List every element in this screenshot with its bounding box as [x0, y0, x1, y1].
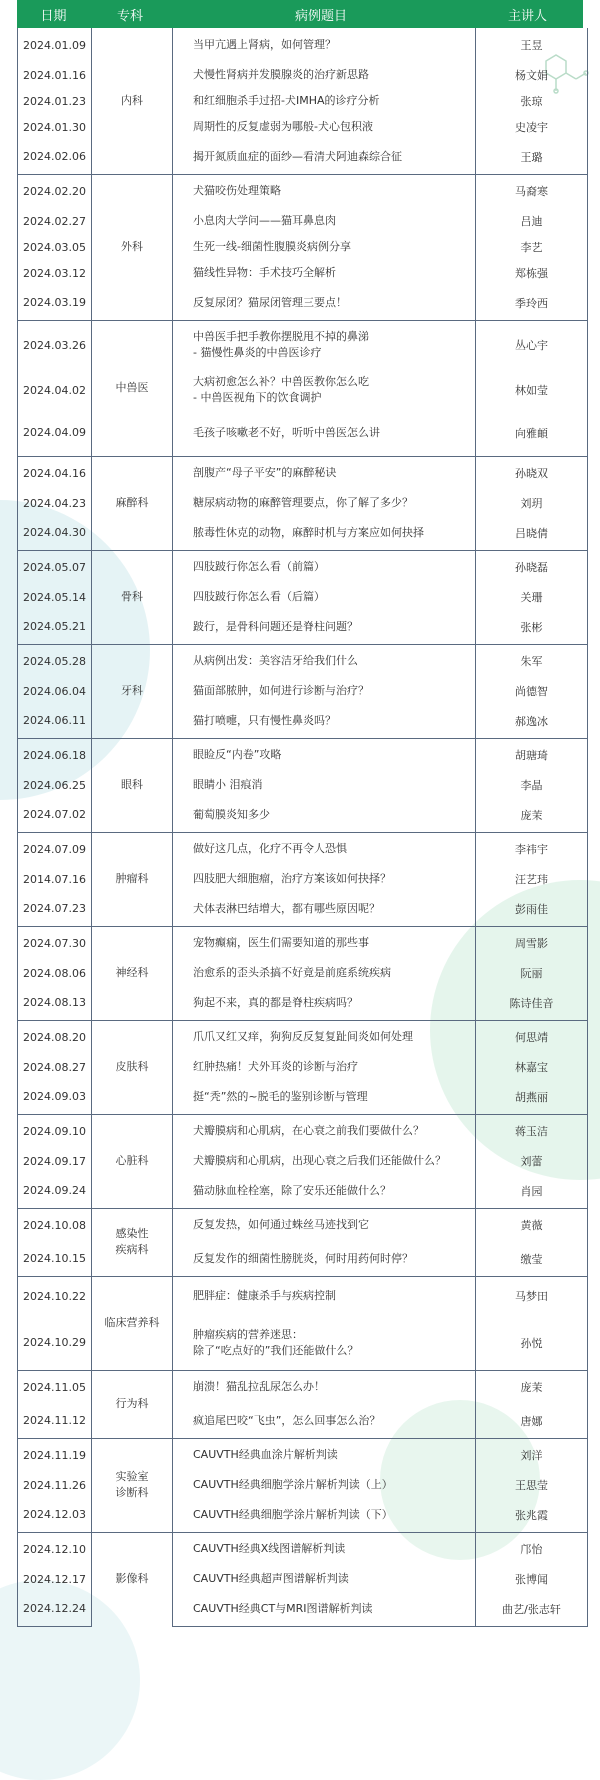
date-cell: 2024.04.09	[18, 410, 92, 456]
date-cell: 2024.01.30	[18, 114, 92, 140]
header-dept: 专科	[116, 8, 143, 24]
department-cell: 行为科	[92, 1370, 173, 1438]
date-cell: 2024.07.23	[18, 892, 92, 926]
speaker-cell: 林如莹	[476, 370, 588, 410]
case-title-cell: 生死一线-细菌性腹膜炎病例分享	[173, 234, 476, 260]
date-cell: 2024.12.17	[18, 1566, 92, 1592]
speaker-cell: 林嘉宝	[476, 1054, 588, 1080]
date-cell: 2024.09.03	[18, 1080, 92, 1114]
speaker-cell: 郝逸冰	[476, 704, 588, 738]
department-cell: 中兽医	[92, 320, 173, 456]
table-row	[18, 1114, 588, 1148]
date-cell: 2024.11.19	[18, 1438, 92, 1472]
date-cell: 2024.12.24	[18, 1592, 92, 1626]
date-cell: 2024.08.27	[18, 1054, 92, 1080]
date-cell: 2024.09.24	[18, 1174, 92, 1208]
speaker-cell: 张博闻	[476, 1566, 588, 1592]
speaker-cell: 马裔寒	[476, 174, 588, 208]
department-cell: 外科	[92, 174, 173, 320]
date-cell: 2024.07.30	[18, 926, 92, 960]
date-cell: 2024.11.05	[18, 1370, 92, 1404]
date-cell: 2024.04.23	[18, 490, 92, 516]
date-cell: 2024.02.06	[18, 140, 92, 174]
case-title-cell: 犬瓣膜病和心肌病，在心衰之前我们要做什么？	[173, 1114, 476, 1148]
table-row	[18, 1276, 588, 1316]
speaker-cell: 汪艺玮	[476, 866, 588, 892]
date-cell: 2024.08.13	[18, 986, 92, 1020]
speaker-cell: 邝怡	[476, 1532, 588, 1566]
case-title-cell: 和红细胞杀手过招-犬IMHA的诊疗分析	[173, 88, 476, 114]
case-title-cell: 中兽医手把手教你摆脱甩不掉的鼻涕 - 猫慢性鼻炎的中兽医诊疗	[173, 320, 476, 370]
case-title-cell: 挺“秃”然的~脱毛的鉴别诊断与管理	[173, 1080, 476, 1114]
date-cell: 2024.07.02	[18, 798, 92, 832]
date-cell: 2024.10.08	[18, 1208, 92, 1242]
case-title-cell: 毛孩子咳嗽老不好，听听中兽医怎么讲	[173, 410, 476, 456]
date-cell: 2024.10.29	[18, 1316, 92, 1370]
speaker-cell: 孙晓双	[476, 456, 588, 490]
table-row	[18, 644, 588, 678]
case-title-cell: 肿瘤疾病的营养迷思： 除了“吃点好的”我们还能做什么？	[173, 1316, 476, 1370]
speaker-cell: 孙悦	[476, 1316, 588, 1370]
date-cell: 2024.01.16	[18, 62, 92, 88]
table-row	[18, 1532, 588, 1566]
date-cell: 2024.11.12	[18, 1404, 92, 1438]
department-cell: 内科	[92, 28, 173, 174]
case-title-cell: 反复尿闭？猫尿闭管理三要点！	[173, 286, 476, 320]
speaker-cell: 李祎宇	[476, 832, 588, 866]
speaker-cell: 关珊	[476, 584, 588, 610]
case-title-cell: CAUVTH经典细胞学涂片解析判读（下）	[173, 1498, 476, 1532]
case-title-cell: 四肢肥大细胞瘤，治疗方案该如何抉择？	[173, 866, 476, 892]
table-row	[18, 28, 588, 62]
case-title-cell: 跛行，是骨科问题还是脊柱问题？	[173, 610, 476, 644]
speaker-cell: 李晶	[476, 772, 588, 798]
case-title-cell: 小息肉大学问——猫耳鼻息肉	[173, 208, 476, 234]
date-cell: 2024.01.23	[18, 88, 92, 114]
department-cell: 感染性 疾病科	[92, 1208, 173, 1276]
case-title-cell: 葡萄膜炎知多少	[173, 798, 476, 832]
date-cell: 2024.04.02	[18, 370, 92, 410]
case-title-cell: 崩溃！猫乱拉乱尿怎么办！	[173, 1370, 476, 1404]
case-title-cell: 眼睑反“内卷”攻略	[173, 738, 476, 772]
case-title-cell: 揭开氮质血症的面纱—看清犬阿迪森综合征	[173, 140, 476, 174]
speaker-cell: 吕晓倩	[476, 516, 588, 550]
case-title-cell: 大病初愈怎么补？中兽医教你怎么吃 - 中兽医视角下的饮食调护	[173, 370, 476, 410]
date-cell: 2024.12.03	[18, 1498, 92, 1532]
department-cell: 皮肤科	[92, 1020, 173, 1114]
speaker-cell: 杨文娟	[476, 62, 588, 88]
table-row	[18, 1208, 588, 1242]
date-cell: 2024.06.04	[18, 678, 92, 704]
table-row	[18, 926, 588, 960]
speaker-cell: 阮丽	[476, 960, 588, 986]
date-cell: 2024.03.05	[18, 234, 92, 260]
speaker-cell: 庞茉	[476, 798, 588, 832]
case-title-cell: CAUVTH经典血涂片解析判读	[173, 1438, 476, 1472]
schedule-table	[17, 28, 588, 1627]
table-row	[18, 738, 588, 772]
header-speaker: 主讲人	[507, 8, 547, 24]
speaker-cell: 肖园	[476, 1174, 588, 1208]
case-title-cell: 当甲亢遇上肾病，如何管理？	[173, 28, 476, 62]
case-title-cell: 从病例出发：美容洁牙给我们什么	[173, 644, 476, 678]
case-title-cell: 猫面部脓肿，如何进行诊断与治疗？	[173, 678, 476, 704]
speaker-cell: 蒋玉洁	[476, 1114, 588, 1148]
date-cell: 2024.02.27	[18, 208, 92, 234]
speaker-cell: 李艺	[476, 234, 588, 260]
case-title-cell: 犬慢性肾病并发膜腺炎的治疗新思路	[173, 62, 476, 88]
date-cell: 2024.05.21	[18, 610, 92, 644]
date-cell: 2014.07.16	[18, 866, 92, 892]
case-title-cell: 猫动脉血栓栓塞，除了安乐还能做什么？	[173, 1174, 476, 1208]
date-cell: 2024.06.25	[18, 772, 92, 798]
table-row	[18, 174, 588, 208]
header-date: 日期	[40, 8, 67, 24]
case-title-cell: 治愈系的歪头杀搞不好竟是前庭系统疾病	[173, 960, 476, 986]
case-title-cell: 宠物癫痫，医生们需要知道的那些事	[173, 926, 476, 960]
case-title-cell: 狗起不来，真的都是脊柱疾病吗？	[173, 986, 476, 1020]
date-cell: 2024.09.17	[18, 1148, 92, 1174]
table-row	[18, 1020, 588, 1054]
case-title-cell: 周期性的反复虚弱为哪般-犬心包积液	[173, 114, 476, 140]
case-title-cell: 猫线性异物：手术技巧全解析	[173, 260, 476, 286]
speaker-cell: 季玲西	[476, 286, 588, 320]
date-cell: 2024.11.26	[18, 1472, 92, 1498]
speaker-cell: 唐娜	[476, 1404, 588, 1438]
date-cell: 2024.05.14	[18, 584, 92, 610]
speaker-cell: 郑栋强	[476, 260, 588, 286]
speaker-cell: 尚德智	[476, 678, 588, 704]
case-title-cell: 做好这几点，化疗不再令人恐惧	[173, 832, 476, 866]
speaker-cell: 刘玥	[476, 490, 588, 516]
speaker-cell: 吕迪	[476, 208, 588, 234]
date-cell: 2024.03.19	[18, 286, 92, 320]
case-title-cell: 剖腹产“母子平安”的麻醉秘诀	[173, 456, 476, 490]
speaker-cell: 曲艺/张志轩	[476, 1592, 588, 1626]
speaker-cell: 丛心宇	[476, 320, 588, 370]
department-cell: 影像科	[92, 1532, 173, 1626]
case-title-cell: 犬猫咬伤处理策略	[173, 174, 476, 208]
table-row	[18, 456, 588, 490]
case-title-cell: 疯追尾巴咬“飞虫”，怎么回事怎么治？	[173, 1404, 476, 1438]
department-cell: 骨科	[92, 550, 173, 644]
case-title-cell: CAUVTH经典CT与MRI图谱解析判读	[173, 1592, 476, 1626]
date-cell: 2024.05.28	[18, 644, 92, 678]
date-cell: 2024.09.10	[18, 1114, 92, 1148]
speaker-cell: 胡燕丽	[476, 1080, 588, 1114]
date-cell: 2024.04.30	[18, 516, 92, 550]
date-cell: 2024.10.22	[18, 1276, 92, 1316]
department-cell: 肿瘤科	[92, 832, 173, 926]
table-header	[17, 0, 583, 28]
speaker-cell: 缴莹	[476, 1242, 588, 1276]
date-cell: 2024.03.12	[18, 260, 92, 286]
table-row	[18, 1370, 588, 1404]
case-title-cell: 反复发热，如何通过蛛丝马迹找到它	[173, 1208, 476, 1242]
speaker-cell: 孙晓磊	[476, 550, 588, 584]
speaker-cell: 刘蕾	[476, 1148, 588, 1174]
date-cell: 2024.04.16	[18, 456, 92, 490]
case-title-cell: CAUVTH经典超声图谱解析判读	[173, 1566, 476, 1592]
speaker-cell: 马梦田	[476, 1276, 588, 1316]
speaker-cell: 周雪影	[476, 926, 588, 960]
case-title-cell: 四肢跛行你怎么看（前篇）	[173, 550, 476, 584]
case-title-cell: 糖尿病动物的麻醉管理要点，你了解了多少？	[173, 490, 476, 516]
case-title-cell: 犬瓣膜病和心肌病，出现心衰之后我们还能做什么？	[173, 1148, 476, 1174]
case-title-cell: 红肿热痛！犬外耳炎的诊断与治疗	[173, 1054, 476, 1080]
department-cell: 牙科	[92, 644, 173, 738]
speaker-cell: 胡瑭琦	[476, 738, 588, 772]
speaker-cell: 王璐	[476, 140, 588, 174]
department-cell: 眼科	[92, 738, 173, 832]
case-title-cell: 猫打喷嚏，只有慢性鼻炎吗？	[173, 704, 476, 738]
date-cell: 2024.08.06	[18, 960, 92, 986]
speaker-cell: 朱军	[476, 644, 588, 678]
table-row	[18, 832, 588, 866]
speaker-cell: 王昱	[476, 28, 588, 62]
speaker-cell: 何思靖	[476, 1020, 588, 1054]
department-cell: 临床营养科	[92, 1276, 173, 1370]
date-cell: 2024.10.15	[18, 1242, 92, 1276]
department-cell: 实验室 诊断科	[92, 1438, 173, 1532]
speaker-cell: 张彬	[476, 610, 588, 644]
date-cell: 2024.06.18	[18, 738, 92, 772]
speaker-cell: 刘洋	[476, 1438, 588, 1472]
speaker-cell: 庞茉	[476, 1370, 588, 1404]
date-cell: 2024.06.11	[18, 704, 92, 738]
case-title-cell: 脓毒性休克的动物，麻醉时机与方案应如何抉择	[173, 516, 476, 550]
speaker-cell: 张兆霞	[476, 1498, 588, 1532]
date-cell: 2024.02.20	[18, 174, 92, 208]
table-row	[18, 1438, 588, 1472]
date-cell: 2024.12.10	[18, 1532, 92, 1566]
case-title-cell: 反复发作的细菌性膀胱炎，何时用药何时停？	[173, 1242, 476, 1276]
case-title-cell: CAUVTH经典细胞学涂片解析判读（上）	[173, 1472, 476, 1498]
case-title-cell: 四肢跛行你怎么看（后篇）	[173, 584, 476, 610]
date-cell: 2024.07.09	[18, 832, 92, 866]
case-title-cell: 犬体表淋巴结增大，都有哪些原因呢？	[173, 892, 476, 926]
speaker-cell: 王思莹	[476, 1472, 588, 1498]
table-row	[18, 550, 588, 584]
speaker-cell: 陈诗佳音	[476, 986, 588, 1020]
case-title-cell: CAUVTH经典X线图谱解析判读	[173, 1532, 476, 1566]
department-cell: 麻醉科	[92, 456, 173, 550]
date-cell: 2024.03.26	[18, 320, 92, 370]
case-title-cell: 肥胖症：健康杀手与疾病控制	[173, 1276, 476, 1316]
speaker-cell: 黄薇	[476, 1208, 588, 1242]
department-cell: 心脏科	[92, 1114, 173, 1208]
date-cell: 2024.05.07	[18, 550, 92, 584]
speaker-cell: 张琼	[476, 88, 588, 114]
speaker-cell: 向雅頔	[476, 410, 588, 456]
speaker-cell: 史凌宇	[476, 114, 588, 140]
case-title-cell: 爪爪又红又痒，狗狗反反复复趾间炎如何处理	[173, 1020, 476, 1054]
speaker-cell: 彭雨佳	[476, 892, 588, 926]
department-cell: 神经科	[92, 926, 173, 1020]
header-title: 病例题目	[294, 8, 347, 24]
date-cell: 2024.08.20	[18, 1020, 92, 1054]
date-cell: 2024.01.09	[18, 28, 92, 62]
table-row	[18, 320, 588, 370]
case-title-cell: 眼睛小 泪痕消	[173, 772, 476, 798]
